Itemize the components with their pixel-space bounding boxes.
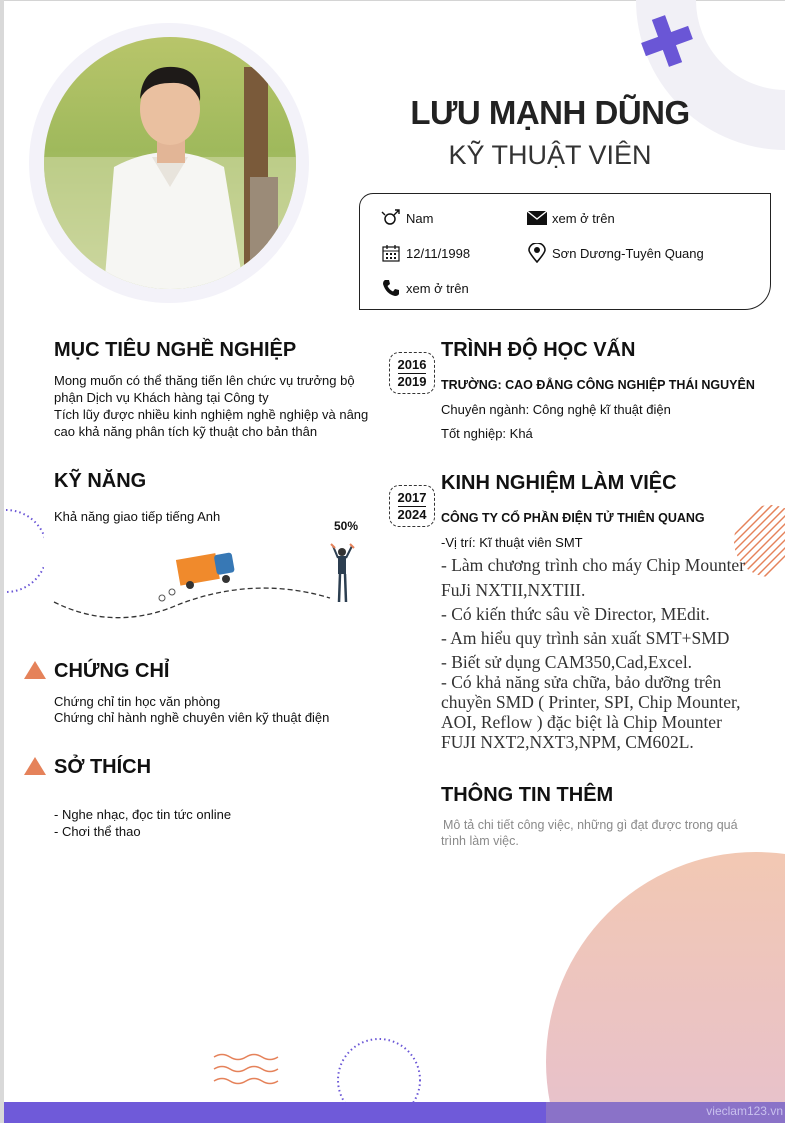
candidate-name: LƯU MẠNH DŨNG [410,94,690,131]
education-grade: Tốt nghiệp: Khá [441,426,533,441]
hobby-item: - Chơi thể thao [54,824,141,839]
objective-heading: MỤC TIÊU NGHỀ NGHIỆP [54,339,297,361]
contact-phone [380,278,469,298]
certificate-item: Chứng chỉ hành nghề chuyên viên kỹ thuật điện [54,710,330,725]
experience-detail: - Có khả năng sửa chữa, bảo dưỡng trên [441,672,722,692]
experience-year-end: 2024 [397,506,427,522]
calendar-icon [380,243,402,263]
hobbies-heading: SỞ THÍCH [54,756,152,778]
experience-detail: chuyền SMD ( Printer, SPI, Chip Mounter, [441,692,741,712]
birthday-value: 12/11/1998 [406,245,471,261]
objective-line: Tích lũy được nhiều kinh nghiệm nghề nghiệp và nâng [54,407,369,422]
experience-detail: - Biết sử dụng CAM350,Cad,Excel. [441,652,693,672]
person-cheering-icon [331,544,354,602]
certificates-heading: CHỨNG CHỈ [54,660,170,682]
skill-progress-road [50,540,365,630]
objective-line: Mong muốn có thể thăng tiến lên chức vụ trưởng bộ [54,373,355,388]
extra-info-line: trình làm việc. [441,834,519,848]
address-value: Sơn Dương-Tuyên Quang [552,245,704,261]
education-year-end: 2019 [397,373,427,389]
hobby-item: - Nghe nhạc, đọc tin tức online [54,807,232,822]
objective-line: cao khả năng phân tích kỹ thuật cho bản thân [54,424,318,439]
location-pin-icon [526,243,548,263]
education-years [389,352,435,394]
experience-company: CÔNG TY CỔ PHẦN ĐIỆN TỬ THIÊN QUANG [441,511,705,525]
experience-detail: - Am hiểu quy trình sản xuất SMT+SMD [441,628,730,648]
decor-wave-lines [212,1052,280,1088]
contact-gender [380,208,433,228]
phone-value: xem ở trên [406,280,469,296]
objective-line: phận Dịch vụ Khách hàng tại Công ty [54,390,269,405]
gender-icon [380,208,402,228]
skills-heading: KỸ NĂNG [54,470,147,492]
job-title: KỸ THUẬT VIÊN [448,140,652,170]
triangle-bullet-icon [24,757,46,775]
gender-value: Nam [406,210,434,226]
plus-icon [636,10,698,72]
contact-email [526,208,615,228]
email-value: xem ở trên [552,210,615,226]
decor-dotted-arc-left [4,508,44,594]
extra-info-heading: THÔNG TIN THÊM [441,784,614,806]
experience-detail: FuJi NXTII,NXTIII. [441,580,586,600]
envelope-icon [526,208,548,228]
experience-detail: FUJI NXT2,NXT3,NPM, CM602L. [441,732,694,752]
decor-gradient-circle [546,852,785,1123]
experience-detail: - Làm chương trình cho máy Chip Mounter [441,555,746,575]
profile-photo [44,37,296,289]
watermark-text: vieclam123.vn [706,1104,783,1118]
education-heading: TRÌNH ĐỘ HỌC VẤN [441,339,636,361]
truck-icon [159,552,235,601]
education-school: TRƯỜNG: CAO ĐẲNG CÔNG NGHIỆP THÁI NGUYÊN [441,378,755,392]
experience-detail: - Có kiến thức sâu về Director, MEdit. [441,604,710,624]
education-major: Chuyên ngành: Công nghệ kĩ thuật điện [441,402,671,417]
extra-info-line: Mô tả chi tiết công việc, những gì đạt được trong quá [443,818,738,832]
experience-position: -Vị trí: Kĩ thuật viên SMT [441,535,583,550]
triangle-bullet-icon [24,661,46,679]
education-year-start: 2016 [397,356,427,372]
experience-detail: AOI, Reflow ) đặc biệt là Chip Mounter [441,712,722,732]
skill-percent: 50% [334,519,359,533]
experience-heading: KINH NGHIỆM LÀM VIỆC [441,472,677,494]
experience-years [389,485,435,527]
skill-name: Khả năng giao tiếp tiếng Anh [54,509,221,524]
certificate-item: Chứng chỉ tin học văn phòng [54,694,221,709]
contact-birthday [380,243,470,263]
experience-year-start: 2017 [397,489,427,505]
contact-address [526,243,704,263]
phone-icon [380,278,402,298]
